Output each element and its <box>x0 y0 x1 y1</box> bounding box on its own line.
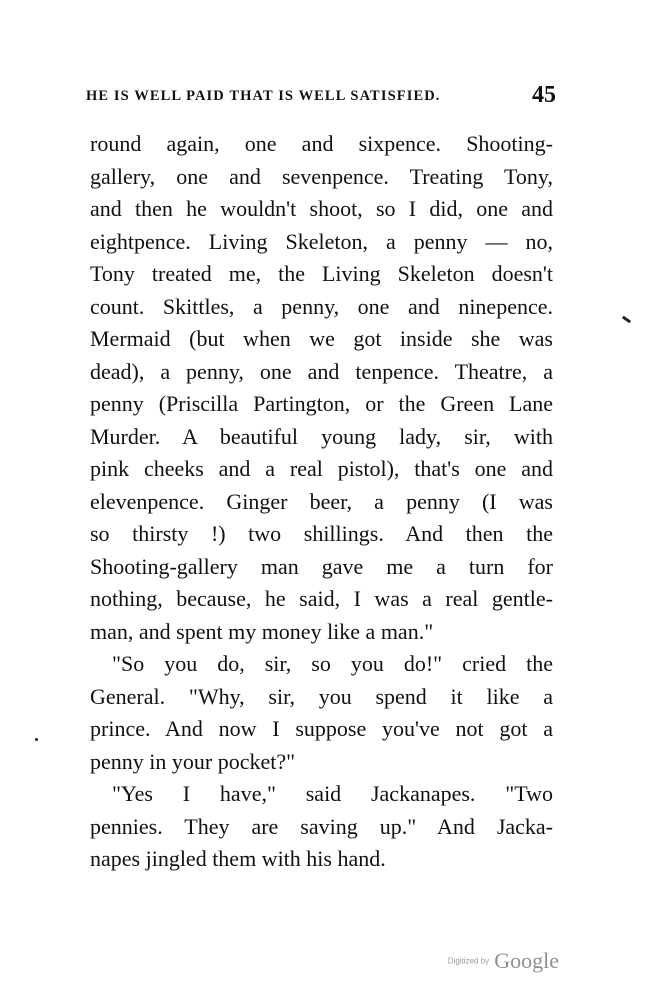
text-line: penny (Priscilla Partington, or the Green Lane <box>90 391 553 416</box>
text-line: Murder. A beautiful young lady, sir, with <box>90 423 553 449</box>
text-line: elevenpence. Ginger beer, a penny (I was <box>90 488 553 514</box>
text-line: count. Skittles, a penny, one and ninepence. <box>90 293 553 319</box>
paragraph <box>90 778 553 876</box>
google-logo: Google <box>494 948 559 973</box>
text-line: prince. And now I suppose you've not got a <box>90 716 553 741</box>
text-line: Shooting-gallery man gave me a turn for <box>90 553 553 579</box>
text-line: nothing, because, he said, I was a real gentle- <box>90 586 553 611</box>
text-line: dead), a penny, one and tenpence. Theatre, a <box>90 358 553 384</box>
running-header <box>86 84 556 108</box>
text-line: pink cheeks and a real pistol), that's one and <box>90 456 553 481</box>
body-text <box>90 128 553 876</box>
text-line: and then he wouldn't shoot, so I did, one and <box>90 196 553 221</box>
scan-mark <box>622 316 631 324</box>
digitization-credit <box>448 948 559 974</box>
text-line: penny in your pocket?" <box>90 748 296 774</box>
page-number: 45 <box>532 82 556 108</box>
text-line: General. "Why, sir, you spend it like a <box>90 683 553 709</box>
text-line: "So you do, sir, so you do!" cried the <box>112 651 553 676</box>
paragraph <box>90 128 553 648</box>
text-line: napes jingled them with his hand. <box>90 846 386 871</box>
text-line: Tony treated me, the Living Skeleton doesn't <box>90 261 553 286</box>
scan-dot <box>35 738 38 741</box>
text-line: pennies. They are saving up." And Jacka- <box>90 813 553 839</box>
text-line: man, and spent my money like a man." <box>90 618 434 644</box>
text-line: round again, one and sixpence. Shooting- <box>90 131 553 156</box>
text-line: eightpence. Living Skeleton, a penny — no, <box>90 228 553 254</box>
text-line: "Yes I have," said Jackanapes. "Two <box>112 781 553 806</box>
running-title: HE IS WELL PAID THAT IS WELL SATISFIED. <box>86 88 441 104</box>
paragraph <box>90 648 553 778</box>
text-line: Mermaid (but when we got inside she was <box>90 326 553 351</box>
digitized-by-label: Digitized by <box>447 956 490 966</box>
text-line: gallery, one and sevenpence. Treating Tony, <box>90 163 553 189</box>
text-line: so thirsty !) two shillings. And then the <box>90 521 553 546</box>
